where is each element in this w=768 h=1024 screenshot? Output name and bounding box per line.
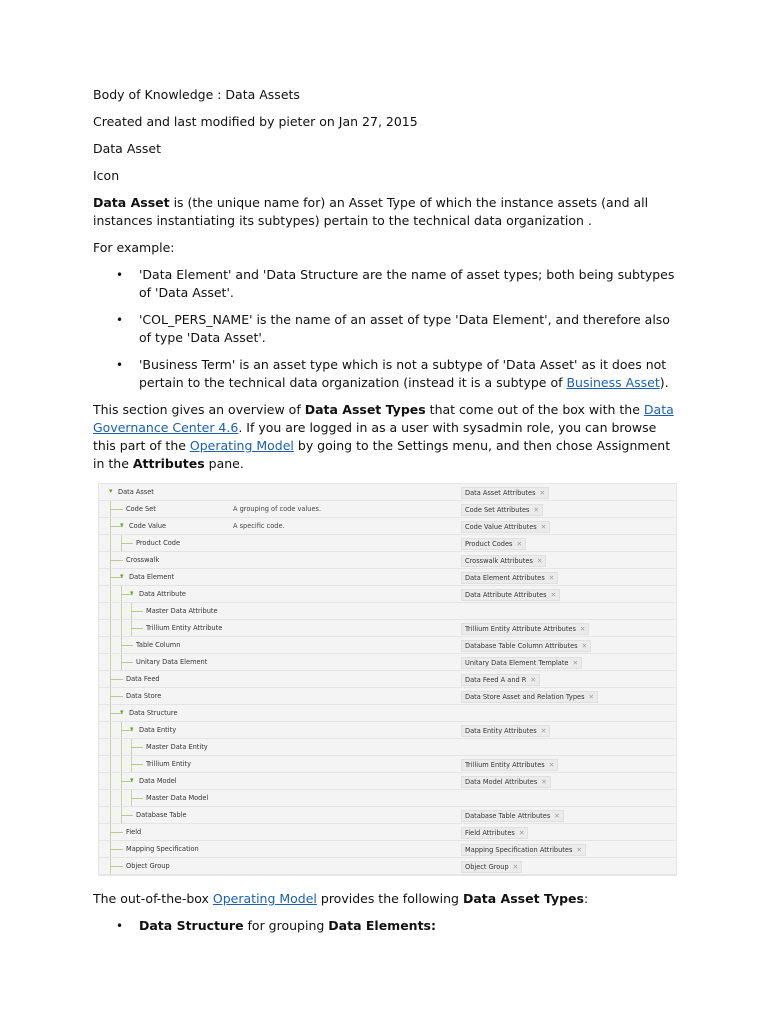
example-text-end: ). bbox=[659, 375, 669, 390]
tree-node-name[interactable]: Master Data Entity bbox=[146, 743, 208, 751]
tree-row[interactable] bbox=[99, 603, 676, 620]
tree-row[interactable] bbox=[99, 671, 676, 688]
attribute-tag-label: Database Table Attributes bbox=[465, 812, 551, 820]
tree-guide-line bbox=[110, 807, 111, 823]
attribute-tag[interactable] bbox=[461, 691, 598, 703]
page-meta: Created and last modified by pieter on Jan 27, 2015 bbox=[93, 114, 418, 129]
tree-guide-line bbox=[110, 790, 111, 806]
page-heading: Data Asset bbox=[93, 141, 161, 156]
tree-node-description: A specific code. bbox=[233, 522, 285, 530]
tree-connector bbox=[121, 645, 133, 646]
example-list bbox=[93, 266, 678, 392]
tree-guide-line bbox=[121, 739, 122, 755]
outro-text: : bbox=[583, 891, 589, 906]
tree-guide-line bbox=[110, 739, 111, 755]
operating-model-link[interactable]: Operating Model bbox=[189, 438, 294, 453]
close-icon[interactable]: ✕ bbox=[576, 846, 582, 854]
document-page bbox=[93, 86, 678, 944]
tree-guide-line bbox=[110, 603, 111, 619]
close-icon[interactable]: ✕ bbox=[539, 489, 546, 497]
close-icon[interactable]: ✕ bbox=[550, 591, 557, 599]
tree-row[interactable] bbox=[99, 484, 676, 501]
tree-guide-line bbox=[121, 756, 122, 772]
close-icon[interactable]: ✕ bbox=[581, 642, 588, 650]
close-icon[interactable]: ✕ bbox=[554, 812, 560, 820]
example-text: 'Data Element' and 'Data Structure are the name of asset types; both being subtypes of 'Data Asset'. bbox=[139, 267, 675, 300]
tree-node-name[interactable]: Data Entity bbox=[139, 726, 177, 734]
chevron-down-icon[interactable]: ▾ bbox=[130, 725, 134, 733]
chevron-down-icon[interactable]: ▾ bbox=[130, 589, 134, 597]
section-text: . If you are logged in as a user with sysadmin role, you can browse this part of the bbox=[93, 420, 657, 453]
tree-connector bbox=[110, 679, 123, 680]
tree-guide-line bbox=[110, 637, 111, 653]
close-icon[interactable]: ✕ bbox=[541, 778, 547, 786]
tree-row[interactable] bbox=[99, 722, 676, 739]
attribute-tag[interactable] bbox=[461, 827, 528, 839]
tree-row[interactable] bbox=[99, 739, 676, 756]
tree-node-name[interactable]: Field bbox=[126, 828, 142, 836]
close-icon[interactable]: ✕ bbox=[572, 659, 579, 667]
close-icon[interactable]: ✕ bbox=[579, 625, 586, 633]
bullet-icon: • bbox=[116, 358, 124, 372]
tree-guide-line bbox=[110, 620, 111, 636]
tree-connector bbox=[131, 747, 143, 748]
bullet-bold: Data Elements: bbox=[328, 918, 436, 933]
attribute-tag[interactable] bbox=[461, 844, 586, 856]
attribute-tag-label: Unitary Data Element Template bbox=[465, 659, 569, 667]
operating-model-link-2[interactable]: Operating Model bbox=[212, 891, 317, 906]
tree-node-name[interactable]: Product Code bbox=[136, 539, 181, 547]
outro-text: The out-of-the-box bbox=[93, 891, 213, 906]
tree-node-name[interactable]: Data Structure bbox=[129, 709, 178, 717]
tree-node-name[interactable]: Data Attribute bbox=[139, 590, 186, 598]
tree-row[interactable] bbox=[99, 756, 676, 773]
attribute-tag[interactable] bbox=[461, 504, 543, 516]
outro-bold: Data Asset Types bbox=[462, 891, 584, 906]
tree-connector bbox=[110, 849, 123, 850]
intro-text: is (the unique name for) an Asset Type of which the instance assets (and all instances instantiating its subtypes) pertain to the technical data organization . bbox=[93, 195, 649, 228]
tree-guide-line bbox=[110, 722, 111, 738]
tree-node-name[interactable]: Data Store bbox=[126, 692, 162, 700]
attribute-tag[interactable] bbox=[461, 640, 591, 652]
tree-connector bbox=[131, 611, 143, 612]
tree-row[interactable] bbox=[99, 705, 676, 722]
tree-node-description: A grouping of code values. bbox=[233, 505, 322, 513]
attribute-tag[interactable] bbox=[461, 538, 526, 550]
tree-connector bbox=[110, 866, 123, 867]
tree-node-name[interactable]: Mapping Specification bbox=[126, 845, 199, 853]
attribute-tag-label: Data Entity Attributes bbox=[465, 727, 537, 735]
attribute-tag[interactable] bbox=[461, 521, 550, 533]
attribute-tag[interactable] bbox=[461, 623, 589, 635]
attribute-tag[interactable] bbox=[461, 810, 564, 822]
tree-guide-line bbox=[121, 790, 122, 806]
tree-guide-line bbox=[110, 535, 111, 551]
attribute-tag-label: Data Model Attributes bbox=[465, 778, 538, 786]
bullet-bold: Data Structure bbox=[139, 918, 244, 933]
tree-row[interactable] bbox=[99, 824, 676, 841]
close-icon[interactable]: ✕ bbox=[530, 676, 536, 684]
chevron-down-icon[interactable]: ▾ bbox=[120, 708, 124, 716]
attribute-tag-label: Code Set Attributes bbox=[465, 506, 530, 514]
intro-paragraph bbox=[93, 194, 678, 230]
tree-guide-line bbox=[110, 586, 111, 602]
tree-node-name[interactable]: Crosswalk bbox=[126, 556, 160, 564]
tree-connector bbox=[110, 509, 123, 510]
attribute-tag[interactable] bbox=[461, 776, 551, 788]
tree-node-name[interactable]: Database Table bbox=[136, 811, 187, 819]
intro-term: Data Asset bbox=[93, 195, 170, 210]
asset-type-tree bbox=[98, 483, 677, 876]
bullet-text: for grouping bbox=[243, 918, 329, 933]
section-text: that come out of the box with the bbox=[425, 402, 644, 417]
attribute-tag[interactable] bbox=[461, 657, 582, 669]
tree-row[interactable] bbox=[99, 654, 676, 671]
tree-connector bbox=[131, 628, 143, 629]
list-item bbox=[116, 917, 678, 935]
attribute-tag-label: Crosswalk Attributes bbox=[465, 557, 533, 565]
list-item bbox=[116, 266, 678, 302]
asset-types-list bbox=[93, 917, 678, 935]
tree-guide-line bbox=[121, 603, 122, 619]
close-icon[interactable]: ✕ bbox=[540, 523, 547, 531]
tree-node-name[interactable]: Code Set bbox=[126, 505, 156, 513]
section-paragraph bbox=[93, 401, 678, 473]
attribute-tag-label: Data Feed A and R bbox=[465, 676, 527, 684]
close-icon[interactable]: ✕ bbox=[536, 557, 543, 565]
tree-row[interactable] bbox=[99, 858, 676, 875]
bullet-icon: • bbox=[116, 313, 124, 327]
close-icon[interactable]: ✕ bbox=[548, 574, 555, 582]
tree-node-name[interactable]: Code Value bbox=[129, 522, 167, 530]
attribute-tag-label: Object Group bbox=[465, 863, 509, 871]
close-icon[interactable]: ✕ bbox=[540, 727, 547, 735]
tree-row[interactable] bbox=[99, 807, 676, 824]
section-text: This section gives an overview of bbox=[93, 402, 305, 417]
attribute-tag-label: Data Asset Attributes bbox=[465, 489, 536, 497]
tree-row[interactable] bbox=[99, 552, 676, 569]
chevron-down-icon[interactable]: ▾ bbox=[109, 487, 113, 495]
tree-connector bbox=[110, 560, 123, 561]
tree-node-name[interactable]: Object Group bbox=[126, 862, 170, 870]
example-text: 'COL_PERS_NAME' is the name of an asset of type 'Data Element', and therefore also of type 'Data Asset'. bbox=[139, 312, 670, 345]
bullet-icon: • bbox=[116, 268, 124, 282]
attribute-tag[interactable] bbox=[461, 555, 546, 567]
attribute-tag-label: Database Table Column Attributes bbox=[465, 642, 578, 650]
attribute-tag[interactable] bbox=[461, 572, 558, 584]
attribute-tag[interactable] bbox=[461, 674, 540, 686]
section-bold: Data Asset Types bbox=[304, 402, 426, 417]
dgc-link[interactable]: Data Governance Center 4.6 bbox=[93, 402, 674, 435]
tree-guide-line bbox=[110, 756, 111, 772]
attribute-tag-label: Mapping Specification Attributes bbox=[465, 846, 573, 854]
icon-label: Icon bbox=[93, 168, 120, 183]
list-item bbox=[116, 356, 678, 392]
tree-row[interactable] bbox=[99, 518, 676, 535]
chevron-down-icon[interactable]: ▾ bbox=[120, 521, 124, 529]
tree-node-name[interactable]: Data Element bbox=[129, 573, 175, 581]
tree-connector bbox=[110, 832, 123, 833]
attribute-tag-label: Data Attribute Attributes bbox=[465, 591, 547, 599]
attribute-tag[interactable] bbox=[461, 861, 522, 873]
tree-row[interactable] bbox=[99, 569, 676, 586]
tree-guide-line bbox=[110, 773, 111, 789]
tree-node-name[interactable]: Trillium Entity Attribute bbox=[146, 624, 223, 632]
chevron-down-icon[interactable]: ▾ bbox=[120, 572, 124, 580]
close-icon[interactable]: ✕ bbox=[518, 829, 525, 837]
outro-paragraph bbox=[93, 890, 678, 908]
attribute-tag-label: Field Attributes bbox=[465, 829, 515, 837]
attribute-tag-label: Data Store Asset and Relation Types bbox=[465, 693, 585, 701]
close-icon[interactable]: ✕ bbox=[588, 693, 595, 701]
chevron-down-icon[interactable]: ▾ bbox=[130, 776, 134, 784]
section-text: by going to the Settings menu, and then chose Assignment in the bbox=[93, 438, 671, 471]
section-text: pane. bbox=[204, 456, 244, 471]
close-icon[interactable]: ✕ bbox=[516, 540, 522, 548]
attribute-tag-label: Data Element Attributes bbox=[465, 574, 545, 582]
tree-row[interactable] bbox=[99, 620, 676, 637]
list-item bbox=[116, 311, 678, 347]
tree-node-name[interactable]: Trillium Entity bbox=[146, 760, 192, 768]
tree-guide-line bbox=[121, 620, 122, 636]
close-icon[interactable]: ✕ bbox=[512, 863, 519, 871]
tree-node-name[interactable]: Master Data Model bbox=[146, 794, 209, 802]
attribute-tag-label: Trillium Entity Attributes bbox=[465, 761, 545, 769]
tree-connector bbox=[131, 764, 143, 765]
outro-text: provides the following bbox=[316, 891, 463, 906]
tree-row[interactable] bbox=[99, 586, 676, 603]
close-icon[interactable]: ✕ bbox=[533, 506, 539, 514]
attribute-tag[interactable] bbox=[461, 589, 560, 601]
breadcrumb: Body of Knowledge : Data Assets bbox=[93, 87, 300, 102]
tree-connector bbox=[121, 543, 133, 544]
tree-node-name[interactable]: Table Column bbox=[136, 641, 181, 649]
tree-connector bbox=[121, 662, 133, 663]
tree-node-name[interactable]: Data Feed bbox=[126, 675, 160, 683]
tree-row[interactable] bbox=[99, 535, 676, 552]
tree-connector bbox=[121, 815, 133, 816]
for-example-label: For example: bbox=[93, 240, 175, 255]
tree-node-name[interactable]: Master Data Attribute bbox=[146, 607, 218, 615]
tree-row[interactable] bbox=[99, 773, 676, 790]
tree-node-name[interactable]: Unitary Data Element bbox=[136, 658, 208, 666]
attribute-tag[interactable] bbox=[461, 487, 549, 499]
tree-row[interactable] bbox=[99, 841, 676, 858]
tree-connector bbox=[131, 798, 143, 799]
attribute-tag-label: Code Value Attributes bbox=[465, 523, 537, 531]
bullet-icon: • bbox=[116, 919, 124, 933]
close-icon[interactable]: ✕ bbox=[548, 761, 555, 769]
tree-node-name[interactable]: Data Asset bbox=[118, 488, 154, 496]
tree-row[interactable] bbox=[99, 501, 676, 518]
attribute-tag-label: Trillium Entity Attribute Attributes bbox=[465, 625, 576, 633]
tree-connector bbox=[110, 696, 123, 697]
tree-node-name[interactable]: Data Model bbox=[139, 777, 177, 785]
tree-guide-line bbox=[110, 654, 111, 670]
tree-row[interactable] bbox=[99, 790, 676, 807]
attribute-tag[interactable] bbox=[461, 725, 550, 737]
business-asset-link[interactable]: Business Asset bbox=[566, 375, 660, 390]
attribute-tag[interactable] bbox=[461, 759, 558, 771]
section-bold: Attributes bbox=[132, 456, 205, 471]
attribute-tag-label: Product Codes bbox=[465, 540, 513, 548]
tree-row[interactable] bbox=[99, 688, 676, 705]
tree-row[interactable] bbox=[99, 637, 676, 654]
example-text: 'Business Term' is an asset type which is not a subtype of 'Data Asset' as it does not pertain to the technical data organization (instead it is a subtype of bbox=[139, 357, 667, 390]
